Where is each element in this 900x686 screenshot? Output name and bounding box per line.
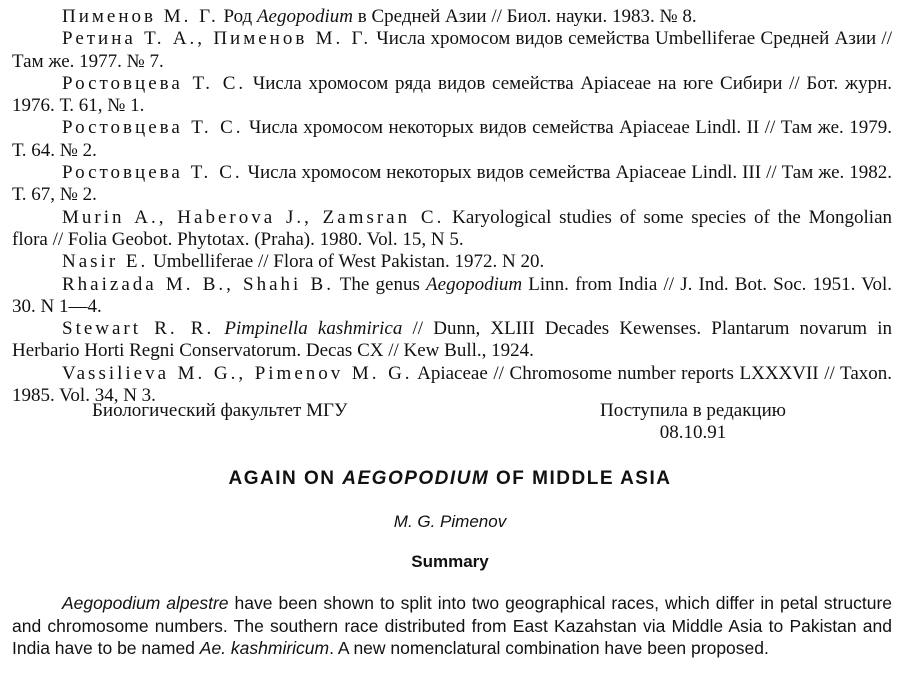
reference-author: Murin A., Haberova J., Zamsran C. — [62, 206, 445, 228]
received-date: 08.10.91 — [659, 422, 727, 443]
reference-item: Murin A., Haberova J., Zamsran C. Karyological studies of some species of the Mongolian flora // Folia Geobot. Phytotax. (Praha). 1980. Vol. 15, N 5. — [12, 206, 893, 250]
article-author: M. G. Pimenov — [393, 512, 507, 531]
reference-list — [12, 6, 892, 407]
reference-author: Nasir E. — [62, 251, 149, 273]
summary-text: Aegopodium alpestre have been shown to split into two geographical races, which differ in petal structure and chromosome numbers. The southern race distributed from East Kazahstan via Middle Asia to Pakistan and India have to be named Ae. kashmiricum. A new nomenclatural combination have been proposed. — [12, 593, 892, 658]
reference-author: Ростовцева Т. С. — [62, 72, 247, 94]
reference-item: Пименов М. Г. Род Aegopodium в Средней Азии // Биол. науки. 1983. № 8. — [62, 6, 697, 27]
reference-author: Ретина Т. А., Пименов М. Г. — [62, 28, 372, 50]
reference-author: Vassilieva M. G., Pimenov M. G. — [62, 362, 413, 384]
reference-item: Nasir E. Umbelliferae // Flora of West Pakistan. 1972. N 20. — [62, 251, 545, 273]
summary-heading: Summary — [411, 552, 489, 571]
reference-author: Rhaizada M. B., Shahi B. — [62, 273, 334, 295]
article-title: AGAIN ON AEGOPODIUM OF MIDDLE ASIA — [228, 468, 672, 489]
reference-author: Ростовцева Т. С. — [62, 162, 243, 184]
reference-item: Ростовцева Т. С. Числа хромосом ряда видов семейства Apiaceae на юге Сибири // Бот. журн. 1976. Т. 61, № 1. — [12, 72, 892, 117]
affiliation: Биологический факультет МГУ — [92, 400, 348, 421]
reference-item: Vassilieva M. G., Pimenov M. G. Apiaceae // Chromosome number reports LXXXVII // Taxon. 1985. Vol. 34, N 3. — [12, 362, 893, 407]
reference-author: Пименов М. Г. — [62, 6, 219, 27]
reference-item: Rhaizada M. B., Shahi B. The genus Aegopodium Linn. from India // J. Ind. Bot. Soc. 1951. Vol. 30. N 1—4. — [12, 273, 893, 317]
reference-item: Ретина Т. А., Пименов М. Г. Числа хромосом видов семейства Umbelliferae Средней Азии // Там же. 1977. № 7. — [12, 28, 892, 72]
received-label: Поступила в редакцию — [600, 400, 786, 421]
reference-author: Ростовцева Т. С. — [62, 117, 244, 139]
reference-item: Ростовцева Т. С. Числа хромосом некоторых видов семейства Apiaceae Lindl. III // Там же. 1982. Т. 67, № 2. — [12, 162, 893, 206]
received-block — [578, 400, 808, 444]
reference-author: Stewart R. R. — [62, 318, 215, 340]
reference-item: Ростовцева Т. С. Числа хромосом некоторых видов семейства Apiaceae Lindl. II // Там же. 1979. Т. 64. № 2. — [12, 117, 892, 161]
reference-item: Stewart R. R. Pimpinella kashmirica // Dunn, XLIII Decades Kewenses. Plantarum novarum in Herbario Horti Regni Conservatorum. Decas CX // Kew Bull., 1924. — [12, 318, 892, 362]
